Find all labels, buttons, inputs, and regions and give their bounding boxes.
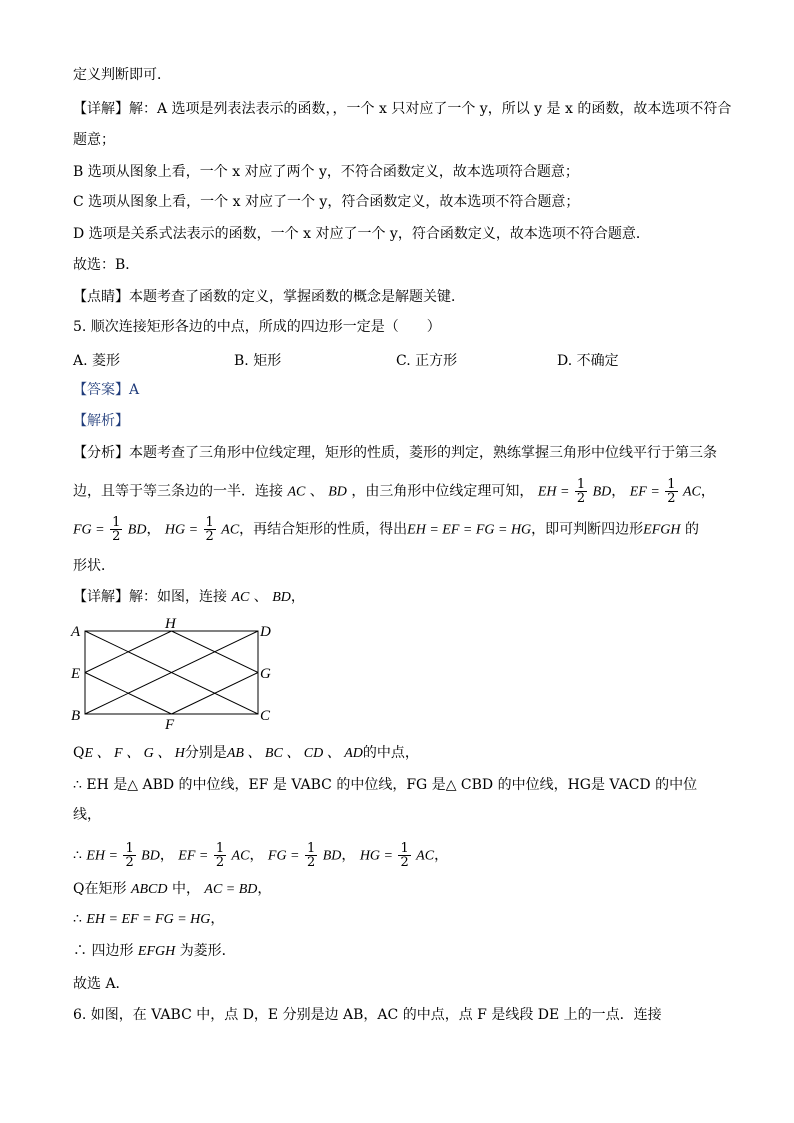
analysis-label: 【解析】 bbox=[73, 413, 129, 429]
math-ef: EF = bbox=[178, 848, 209, 864]
fraction-half: $\frac{1}{2}$ bbox=[667, 477, 676, 506]
label-d: D bbox=[260, 624, 271, 640]
fraction-half: $\frac{1}{2}$ bbox=[306, 841, 316, 870]
option-c: C. 正方形 bbox=[396, 353, 458, 369]
label-g: G bbox=[260, 666, 271, 682]
label-e: E bbox=[71, 666, 81, 682]
text: ，再结合矩形的性质，得出 bbox=[239, 521, 408, 538]
text-line: 题意； bbox=[73, 132, 115, 148]
math-ac: AC bbox=[231, 590, 250, 605]
text-line: 定义判断即可． bbox=[73, 67, 171, 83]
math-ac: AC bbox=[416, 848, 435, 864]
text: 四边形 bbox=[91, 943, 134, 959]
text-line: C 选项从图象上看，一个 x 对应了一个 y，符合函数定义，故本选项不符合题意； bbox=[73, 194, 580, 210]
label-h: H bbox=[165, 616, 176, 632]
therefore-symbol: ∴ bbox=[73, 911, 82, 927]
math-efgh: EFGH bbox=[137, 944, 176, 959]
question-5: 5. 顺次连接矩形各边的中点，所成的四边形一定是（ ） bbox=[73, 319, 441, 335]
math-hg: HG = bbox=[359, 848, 393, 864]
math-bd: BD bbox=[141, 848, 160, 864]
text: 【详解】解：如图，连接 bbox=[73, 589, 227, 605]
option-d: D. 不确定 bbox=[557, 353, 619, 369]
math-ac: AC bbox=[231, 848, 250, 864]
text: 中， bbox=[171, 881, 200, 897]
option-b: B. 矩形 bbox=[234, 353, 282, 369]
math-efgh: EFGH bbox=[643, 522, 681, 538]
text: ， bbox=[210, 911, 225, 927]
label-b: B bbox=[71, 708, 81, 724]
because-symbol: Q bbox=[73, 881, 85, 897]
text: 的中点， bbox=[362, 745, 419, 761]
fraction-half: $\frac{1}{2}$ bbox=[215, 841, 225, 870]
text: ， bbox=[257, 881, 272, 897]
math-bd: BD bbox=[127, 522, 147, 538]
math-bd: BD bbox=[322, 848, 342, 864]
text-line bbox=[73, 744, 419, 763]
question-6: 6. 如图，在 VABC 中，点 D，E 分别是边 AB，AC 的中点，点 F 是线段 DE 上的一点．连接 bbox=[73, 1007, 662, 1023]
math-abcd: ABCD bbox=[130, 882, 168, 897]
text-line bbox=[73, 942, 236, 961]
text-line: 【点睛】本题考查了函数的定义，掌握函数的概念是解题关键． bbox=[73, 289, 465, 305]
math-sides: AB 、 BC 、 CD 、 AD bbox=[226, 746, 363, 761]
text-line: 边，且等于等三条边的一半．连接 AC 、 BD ，由三角形中位线定理可知， EH = $\frac{1}{2}$ BD， EF = $\frac{1}{2}$ AC， bbox=[73, 477, 715, 506]
math-bd: BD bbox=[272, 590, 291, 605]
text: 、 bbox=[309, 483, 324, 500]
text: 分别是 bbox=[184, 745, 227, 761]
text-line: 【分析】本题考查了三角形中位线定理，矩形的性质，菱形的判定，熟练掌握三角形中位线平行于第三条 bbox=[73, 445, 717, 461]
math-ac: AC bbox=[287, 484, 306, 500]
math-bd: BD bbox=[592, 484, 612, 500]
math-ac: AC bbox=[221, 522, 240, 538]
text: 为菱形． bbox=[179, 943, 236, 959]
text-line bbox=[73, 588, 305, 607]
option-a: A. 菱形 bbox=[73, 353, 121, 369]
text-line: 【详解】解：A 选项是列表法表示的函数，，一个 x 只对应了一个 y，所以 y 是 x 的函数，故本选项不符合 bbox=[73, 101, 732, 117]
fraction-half: $\frac{1}{2}$ bbox=[125, 841, 134, 870]
math-equation: AC = BD bbox=[204, 882, 258, 897]
math-points: E 、 F 、 G 、 H bbox=[84, 746, 185, 761]
math-equation: EH = EF = FG = HG bbox=[86, 912, 211, 927]
text-line: 故选：B． bbox=[73, 257, 140, 273]
text-line: ∴ EH = $\frac{1}{2}$ BD， EF = $\frac{1}{2}$ AC， FG = $\frac{1}{2}$ BD， HG = $\frac{1}{2}$ AC， bbox=[73, 841, 449, 870]
text-line: D 选项是关系式法表示的函数，一个 x 对应了一个 y，符合函数定义，故本选项不符合题意． bbox=[73, 226, 650, 242]
text-line: 故选 A． bbox=[73, 976, 130, 992]
text-line: ∴ EH 是△ ABD 的中位线，EF 是 VABC 的中位线，FG 是△ CBD 的中位线，HG是 VACD 的中位 bbox=[73, 777, 698, 793]
therefore-symbol: ∴ bbox=[73, 847, 82, 864]
fraction-half: $\frac{1}{2}$ bbox=[576, 477, 586, 506]
text-line: FG = $\frac{1}{2}$ BD， HG = $\frac{1}{2}$ AC，再结合矩形的性质，得出EH = EF = FG = HG，即可判断四边形EFGH 的 bbox=[73, 515, 699, 544]
math-hg: HG = bbox=[164, 522, 199, 538]
text-line bbox=[73, 910, 224, 929]
because-symbol: Q bbox=[73, 745, 85, 761]
text: 在矩形 bbox=[84, 881, 127, 897]
fraction-half: $\frac{1}{2}$ bbox=[205, 515, 214, 544]
text: ， bbox=[290, 589, 305, 605]
text: 边，且等于等三条边的一半．连接 bbox=[73, 483, 283, 500]
text-line: 线， bbox=[73, 807, 101, 823]
text: ，即可判断四边形 bbox=[531, 521, 644, 538]
math-ac: AC bbox=[683, 484, 701, 500]
text-line: 形状． bbox=[73, 558, 115, 574]
math-ef: EF = bbox=[629, 484, 660, 500]
math-fg: FG = bbox=[73, 522, 105, 538]
math-bd: BD bbox=[328, 484, 347, 500]
text-line: B 选项从图象上看，一个 x 对应了两个 y，不符合函数定义，故本选项符合题意； bbox=[73, 164, 579, 180]
text: 、 bbox=[253, 589, 268, 605]
math-equation: EH = EF = FG = HG bbox=[407, 522, 532, 538]
label-a: A bbox=[71, 624, 81, 640]
rectangle-figure bbox=[66, 614, 286, 732]
label-c: C bbox=[260, 708, 271, 724]
text: 的 bbox=[684, 521, 699, 538]
math-eh: EH = bbox=[86, 848, 118, 864]
fraction-half: $\frac{1}{2}$ bbox=[400, 841, 409, 870]
therefore-symbol: ∴ bbox=[73, 943, 87, 959]
fraction-half: $\frac{1}{2}$ bbox=[112, 515, 121, 544]
text: ，由三角形中位线定理可知， bbox=[351, 483, 534, 500]
text-line bbox=[73, 880, 271, 899]
math-fg: FG = bbox=[267, 848, 300, 864]
label-f: F bbox=[165, 717, 175, 732]
math-eh: EH = bbox=[537, 484, 570, 500]
answer-label: 【答案】A bbox=[73, 382, 140, 398]
